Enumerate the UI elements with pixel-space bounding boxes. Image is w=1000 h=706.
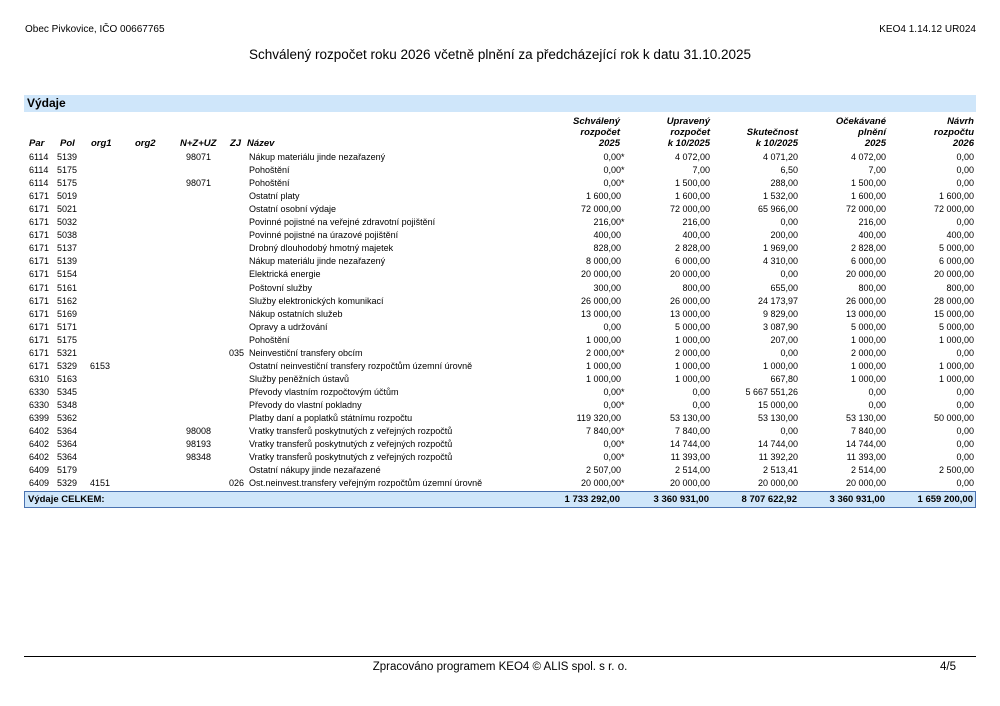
cell-navrh: 0,00 [956,439,974,450]
cell-pol: 5139 [57,256,78,267]
cell-schvaleny: 1 000,00 [585,373,621,384]
cell-pol: 5175 [57,165,78,176]
cell-par: 6171 [29,321,50,332]
cell-pol: 5032 [57,217,78,228]
cell-upraveny: 13 000,00 [669,308,710,319]
cell-par: 6171 [29,204,50,215]
cell-nazev: Vratky transferů poskytnutých z veřejných rozpočtů [249,439,453,450]
cell-change-mark: * [621,478,625,489]
cell-ocekavane: 7 840,00 [850,426,886,437]
cell-upraveny: 1 000,00 [674,334,710,345]
table-row [24,295,976,308]
cell-nazev: Nákup materiálu jinde nezařazený [249,256,386,267]
cell-schvaleny: 20 000,00 [580,269,621,280]
cell-navrh: 1 000,00 [938,334,974,345]
cell-par: 6171 [29,295,50,306]
footer-rule [24,656,976,657]
cell-nazev: Drobný dlouhodobý hmotný majetek [249,243,394,254]
cell-skutecnost: 3 087,90 [762,321,798,332]
cell-skutecnost: 9 829,00 [762,308,798,319]
cell-nazev: Nákup materiálu jinde nezařazený [249,152,386,162]
table-row [24,203,976,216]
cell-pol: 5175 [57,178,78,189]
cell-schvaleny: 0,00 [603,178,621,189]
cell-pol: 5329 [57,360,78,371]
cell-pol: 5364 [57,426,78,437]
cell-ocekavane: 0,00 [868,400,886,410]
cell-ocekavane: 1 000,00 [850,360,886,371]
cell-change-mark: * [621,400,625,410]
table-row [24,216,976,229]
cell-zj: 035 [228,347,244,358]
cell-skutecnost: 4 071,20 [762,152,798,162]
cell-ocekavane: 800,00 [858,282,886,293]
cell-navrh: 0,00 [956,386,974,397]
cell-schvaleny: 72 000,00 [580,204,621,215]
cell-nazev: Ostatní platy [249,191,300,202]
cell-upraveny: 4 072,00 [674,152,710,162]
table-row [24,399,976,412]
table-row [24,190,976,203]
table-row [24,464,976,477]
cell-skutecnost: 53 130,00 [757,413,798,423]
cell-upraveny: 2 828,00 [674,243,710,254]
cell-ocekavane: 5 000,00 [850,321,886,332]
cell-skutecnost: 24 173,97 [757,295,798,306]
cell-pol: 5329 [57,478,78,489]
table-row [24,412,976,425]
col-org1: org1 [91,138,112,149]
cell-par: 6114 [29,152,49,162]
cell-schvaleny: 1 000,00 [585,334,621,345]
table-row [24,347,976,360]
cell-nazev: Služby peněžních ústavů [249,373,350,384]
cell-upraveny: 1 600,00 [674,191,710,202]
cell-pol: 5021 [57,204,78,215]
total-navrh: 1 659 200,00 [917,494,973,505]
table-row [24,386,976,399]
cell-skutecnost: 200,00 [770,230,798,241]
table-row [24,164,976,177]
cell-skutecnost: 15 000,00 [757,400,798,410]
cell-ocekavane: 2 000,00 [850,347,886,358]
cell-upraveny: 400,00 [682,230,710,241]
cell-nzu: 98193 [186,439,212,450]
cell-nzu: 98008 [186,426,212,437]
cell-par: 6171 [29,360,50,371]
cell-pol: 5139 [57,152,78,162]
table-row [24,360,976,373]
cell-skutecnost: 65 966,00 [757,204,798,215]
cell-pol: 5019 [57,191,78,202]
cell-pol: 5169 [57,308,78,319]
cell-navrh: 1 600,00 [938,191,974,202]
cell-schvaleny: 0,00 [603,439,621,450]
total-row [24,491,976,508]
cell-change-mark: * [621,178,625,189]
cell-skutecnost: 1 969,00 [762,243,798,254]
cell-nazev: Povinné pojistné na veřejné zdravotní pojištění [249,217,436,228]
cell-nazev: Ostatní nákupy jinde nezařazené [249,465,381,476]
cell-nazev: Služby elektronických komunikací [249,295,384,306]
cell-nazev: Pohoštění [249,165,290,176]
cell-pol: 5364 [57,452,78,463]
cell-pol: 5348 [57,400,78,410]
cell-navrh: 6 000,00 [938,256,974,267]
cell-skutecnost: 207,00 [770,334,798,345]
cell-nazev: Pohoštění [249,178,290,189]
cell-navrh: 0,00 [956,400,974,410]
cell-skutecnost: 2 513,41 [762,465,798,476]
cell-navrh: 800,00 [946,282,974,293]
cell-nazev: Pohoštění [249,334,290,345]
cell-ocekavane: 6 000,00 [850,256,886,267]
cell-nazev: Platby daní a poplatků státnímu rozpočtu [249,413,413,423]
cell-schvaleny: 7 840,00 [585,426,621,437]
cell-upraveny: 0,00 [692,386,710,397]
cell-nazev: Převody do vlastní pokladny [249,400,362,410]
cell-nzu: 98071 [186,152,212,162]
cell-par: 6171 [29,256,50,267]
cell-par: 6171 [29,347,50,358]
cell-nazev: Ostatní neinvestiční transfery rozpočtům územní úrovně [249,360,473,371]
cell-par: 6114 [29,165,49,176]
version-label: KEO4 1.14.12 UR024 [879,24,976,35]
col-navrh: Návrh rozpočtu 2026 [933,116,974,149]
col-pol: Pol [60,138,75,149]
cell-schvaleny: 8 000,00 [585,256,621,267]
cell-skutecnost: 0,00 [780,426,798,437]
col-schvaleny: Schválený rozpočet 2025 [573,116,620,149]
cell-nazev: Převody vlastním rozpočtovým účtům [249,386,399,397]
cell-ocekavane: 2 514,00 [850,465,886,476]
cell-upraveny: 1 500,00 [674,178,710,189]
cell-skutecnost: 5 667 551,26 [745,386,798,397]
cell-change-mark: * [621,152,625,162]
cell-schvaleny: 1 600,00 [585,191,621,202]
cell-navrh: 0,00 [956,178,974,189]
cell-par: 6310 [29,373,50,384]
page-number: 4/5 [940,661,956,673]
cell-ocekavane: 20 000,00 [845,269,886,280]
table-row [24,229,976,242]
cell-navrh: 0,00 [956,452,974,463]
cell-ocekavane: 1 000,00 [850,334,886,345]
cell-upraveny: 26 000,00 [669,295,710,306]
col-nazev: Název [247,138,275,149]
cell-par: 6171 [29,282,50,293]
cell-pol: 5321 [57,347,78,358]
cell-nazev: Neinvestiční transfery obcím [249,347,363,358]
cell-navrh: 2 500,00 [938,465,974,476]
cell-ocekavane: 400,00 [858,230,886,241]
report-title: Schválený rozpočet roku 2026 včetně plnění za předcházející rok k datu 31.10.2025 [248,47,752,62]
cell-upraveny: 1 000,00 [674,373,710,384]
cell-schvaleny: 0,00 [603,386,621,397]
cell-nazev: Nákup ostatních služeb [249,308,343,319]
cell-pol: 5171 [57,321,78,332]
cell-navrh: 0,00 [956,478,974,489]
cell-navrh: 1 000,00 [938,360,974,371]
cell-upraveny: 53 130,00 [669,413,710,423]
cell-schvaleny: 0,00 [603,321,621,332]
cell-schvaleny: 13 000,00 [580,308,621,319]
cell-upraveny: 14 744,00 [669,439,710,450]
col-org2: org2 [135,138,156,149]
table-row [24,308,976,321]
cell-schvaleny: 119 320,00 [576,413,621,423]
cell-ocekavane: 1 600,00 [850,191,886,202]
cell-navrh: 0,00 [956,165,974,176]
cell-upraveny: 20 000,00 [669,478,710,489]
cell-ocekavane: 14 744,00 [845,439,886,450]
cell-skutecnost: 667,80 [770,373,798,384]
cell-pol: 5345 [57,386,78,397]
col-ocekavane: Očekávané plnění 2025 [835,116,886,149]
cell-schvaleny: 2 507,00 [585,465,621,476]
cell-schvaleny: 1 000,00 [585,360,621,371]
cell-navrh: 400,00 [946,230,974,241]
organization-label: Obec Pivkovice, IČO 00667765 [25,24,165,35]
col-upraveny: Upravený rozpočet k 10/2025 [666,116,710,149]
cell-par: 6171 [29,334,50,345]
cell-ocekavane: 20 000,00 [845,478,886,489]
cell-change-mark: * [621,217,625,228]
cell-navrh: 5 000,00 [938,321,974,332]
cell-upraveny: 2 514,00 [674,465,710,476]
cell-pol: 5038 [57,230,78,241]
table-row [24,282,976,295]
cell-schvaleny: 216,00 [593,217,621,228]
total-ocekavane: 3 360 931,00 [829,494,885,505]
cell-pol: 5362 [57,413,78,423]
cell-nazev: Vratky transferů poskytnutých z veřejných rozpočtů [249,426,453,437]
cell-navrh: 0,00 [956,426,974,437]
cell-skutecnost: 14 744,00 [757,439,798,450]
cell-skutecnost: 0,00 [780,269,798,280]
cell-ocekavane: 1 500,00 [850,178,886,189]
cell-skutecnost: 0,00 [780,347,798,358]
cell-nazev: Opravy a udržování [249,321,328,332]
cell-skutecnost: 11 392,20 [758,452,798,463]
cell-schvaleny: 20 000,00 [580,478,621,489]
table-row [24,242,976,255]
cell-ocekavane: 13 000,00 [845,308,886,319]
cell-par: 6171 [29,269,50,280]
cell-navrh: 1 000,00 [938,373,974,384]
cell-par: 6171 [29,308,50,319]
cell-ocekavane: 216,00 [858,217,886,228]
cell-skutecnost: 4 310,00 [762,256,798,267]
cell-nazev: Ost.neinvest.transfery veřejným rozpočtům územní úrovně [249,478,483,489]
cell-pol: 5137 [57,243,78,254]
cell-nzu: 98071 [186,178,212,189]
cell-upraveny: 0,00 [692,400,710,410]
cell-change-mark: * [621,386,625,397]
cell-nazev: Elektrická energie [249,269,321,280]
cell-par: 6330 [29,400,50,410]
cell-skutecnost: 6,50 [780,165,798,176]
cell-par: 6402 [29,452,50,463]
cell-upraveny: 1 000,00 [674,360,710,371]
total-upraveny: 3 360 931,00 [653,494,709,505]
cell-org1: 4151 [90,478,111,489]
cell-upraveny: 20 000,00 [669,269,710,280]
cell-ocekavane: 7,00 [868,165,886,176]
table-row [24,438,976,451]
cell-nzu: 98348 [186,452,212,463]
cell-navrh: 50 000,00 [933,413,974,423]
cell-upraveny: 216,00 [682,217,710,228]
cell-par: 6330 [29,386,50,397]
cell-ocekavane: 2 828,00 [850,243,886,254]
cell-skutecnost: 288,00 [770,178,798,189]
cell-par: 6409 [29,465,50,476]
table-row [24,255,976,268]
cell-schvaleny: 0,00 [603,400,621,410]
cell-ocekavane: 0,00 [868,386,886,397]
cell-upraveny: 5 000,00 [674,321,710,332]
cell-zj: 026 [228,478,244,489]
col-par: Par [29,138,45,149]
cell-ocekavane: 4 072,00 [850,152,886,162]
cell-ocekavane: 1 000,00 [850,373,886,384]
cell-navrh: 72 000,00 [933,204,974,215]
cell-pol: 5163 [57,373,78,384]
cell-par: 6171 [29,230,50,241]
table-row [24,373,976,386]
cell-pol: 5162 [57,295,78,306]
cell-pol: 5161 [57,282,78,293]
cell-upraveny: 2 000,00 [674,347,710,358]
cell-upraveny: 7 840,00 [674,426,710,437]
cell-skutecnost: 1 000,00 [762,360,798,371]
cell-skutecnost: 655,00 [770,282,798,293]
table-row [24,477,976,490]
cell-pol: 5179 [57,465,78,476]
cell-navrh: 0,00 [956,152,974,162]
cell-nazev: Ostatní osobní výdaje [249,204,337,215]
cell-skutecnost: 0,00 [780,217,798,228]
cell-pol: 5175 [57,334,78,345]
cell-ocekavane: 11 393,00 [846,452,886,463]
cell-navrh: 0,00 [956,217,974,228]
cell-change-mark: * [621,165,625,176]
total-schvaleny: 1 733 292,00 [564,494,620,505]
table-row [24,177,976,190]
section-header: Výdaje [24,95,976,112]
cell-navrh: 5 000,00 [938,243,974,254]
cell-skutecnost: 20 000,00 [757,478,798,489]
total-skutecnost: 8 707 622,92 [741,494,797,505]
cell-par: 6171 [29,191,50,202]
cell-schvaleny: 828,00 [593,243,621,254]
col-nzu: N+Z+UZ [180,138,217,149]
cell-upraveny: 800,00 [682,282,710,293]
cell-schvaleny: 300,00 [593,282,621,293]
table-row [24,451,976,464]
table-row [24,268,976,281]
cell-ocekavane: 53 130,00 [845,413,886,423]
cell-schvaleny: 400,00 [593,230,621,241]
table-row [24,334,976,347]
cell-navrh: 0,00 [956,347,974,358]
table-row [24,425,976,438]
cell-change-mark: * [621,347,625,358]
cell-ocekavane: 26 000,00 [845,295,886,306]
cell-upraveny: 7,00 [692,165,710,176]
cell-change-mark: * [621,426,625,437]
cell-par: 6171 [29,217,50,228]
cell-par: 6402 [29,426,50,437]
cell-skutecnost: 1 532,00 [762,191,798,202]
cell-upraveny: 11 393,00 [670,452,710,463]
cell-nazev: Vratky transferů poskytnutých z veřejných rozpočtů [249,452,453,463]
cell-upraveny: 72 000,00 [669,204,710,215]
cell-schvaleny: 2 000,00 [585,347,621,358]
cell-par: 6114 [29,178,49,189]
cell-schvaleny: 26 000,00 [580,295,621,306]
cell-nazev: Povinné pojistné na úrazové pojištění [249,230,399,241]
table-row [24,151,976,164]
cell-navrh: 20 000,00 [933,269,974,280]
footer-text: Zpracováno programem KEO4 © ALIS spol. s r. o. [372,661,628,673]
cell-navrh: 15 000,00 [933,308,974,319]
cell-nazev: Poštovní služby [249,282,313,293]
cell-ocekavane: 72 000,00 [845,204,886,215]
total-label: Výdaje CELKEM: [28,494,105,505]
cell-upraveny: 6 000,00 [674,256,710,267]
col-zj: ZJ [230,138,242,149]
cell-par: 6402 [29,439,50,450]
cell-org1: 6153 [90,360,111,371]
cell-change-mark: * [621,439,625,450]
cell-pol: 5364 [57,439,78,450]
cell-par: 6399 [29,413,50,423]
cell-navrh: 28 000,00 [933,295,974,306]
cell-schvaleny: 0,00 [603,165,621,176]
cell-par: 6171 [29,243,50,254]
cell-change-mark: * [621,452,625,463]
table-row [24,321,976,334]
cell-schvaleny: 0,00 [603,152,621,162]
cell-pol: 5154 [57,269,78,280]
col-skutecnost: Skutečnost k 10/2025 [746,127,798,149]
cell-par: 6409 [29,478,50,489]
cell-schvaleny: 0,00 [603,452,621,463]
